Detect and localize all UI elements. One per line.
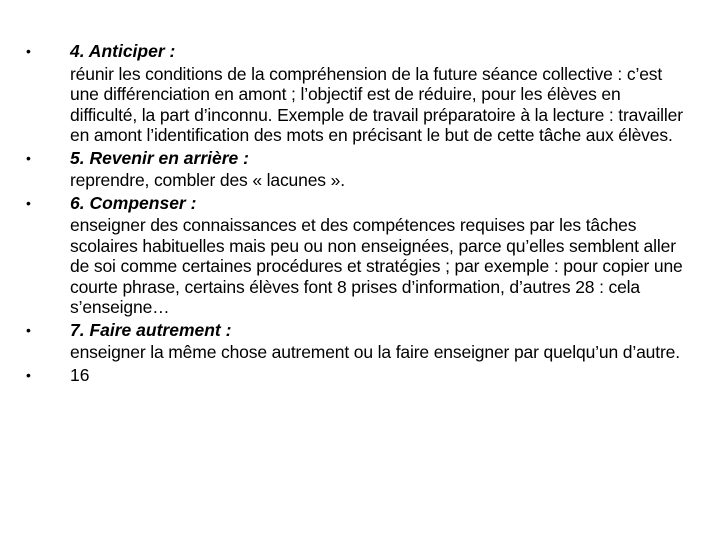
bullet-list	[26, 41, 686, 387]
page-number: 16	[70, 364, 90, 385]
list-item-anticiper	[26, 41, 686, 146]
item-heading: 6. Compenser :	[70, 192, 197, 213]
item-text: réunir les conditions de la compréhension de la future séance collective : c’est une différenciation en amont ; l’objectif est de réduire, pour les élèves en difficulté, la part d’inconnu. Exemple de travail préparatoire à la lecture : travailler en amont l’identification des mots en précisant le but de cette tâche aux élèves.	[70, 63, 683, 145]
list-item-revenir	[26, 148, 686, 191]
list-item-compenser	[26, 193, 686, 318]
list-item-faire-autrement	[26, 320, 686, 363]
item-text: enseigner la même chose autrement ou la faire enseigner par quelqu’un d’autre.	[70, 342, 680, 362]
bullet-icon: •	[26, 366, 31, 383]
item-heading: 4. Anticiper :	[70, 41, 176, 61]
bullet-icon: •	[26, 194, 31, 211]
bullet-icon: •	[26, 43, 31, 59]
bullet-icon: •	[26, 149, 31, 166]
item-text: reprendre, combler des « lacunes ».	[70, 170, 345, 190]
list-item-page-number	[26, 365, 686, 386]
item-heading: 7. Faire autrement :	[70, 319, 232, 340]
item-heading: 5. Revenir en arrière :	[70, 147, 249, 168]
bullet-icon: •	[26, 321, 31, 338]
item-text: enseigner des connaissances et des compétences requises par les tâches scolaires habituelles mais peu ou non enseignées, parce qu’elles semblent aller de soi comme certaines procédures et stratégies ; par exemple : pour copier une courte phrase, certains élèves font 8 prises d’information, d’autres 28 : cela s’enseigne…	[70, 215, 683, 317]
